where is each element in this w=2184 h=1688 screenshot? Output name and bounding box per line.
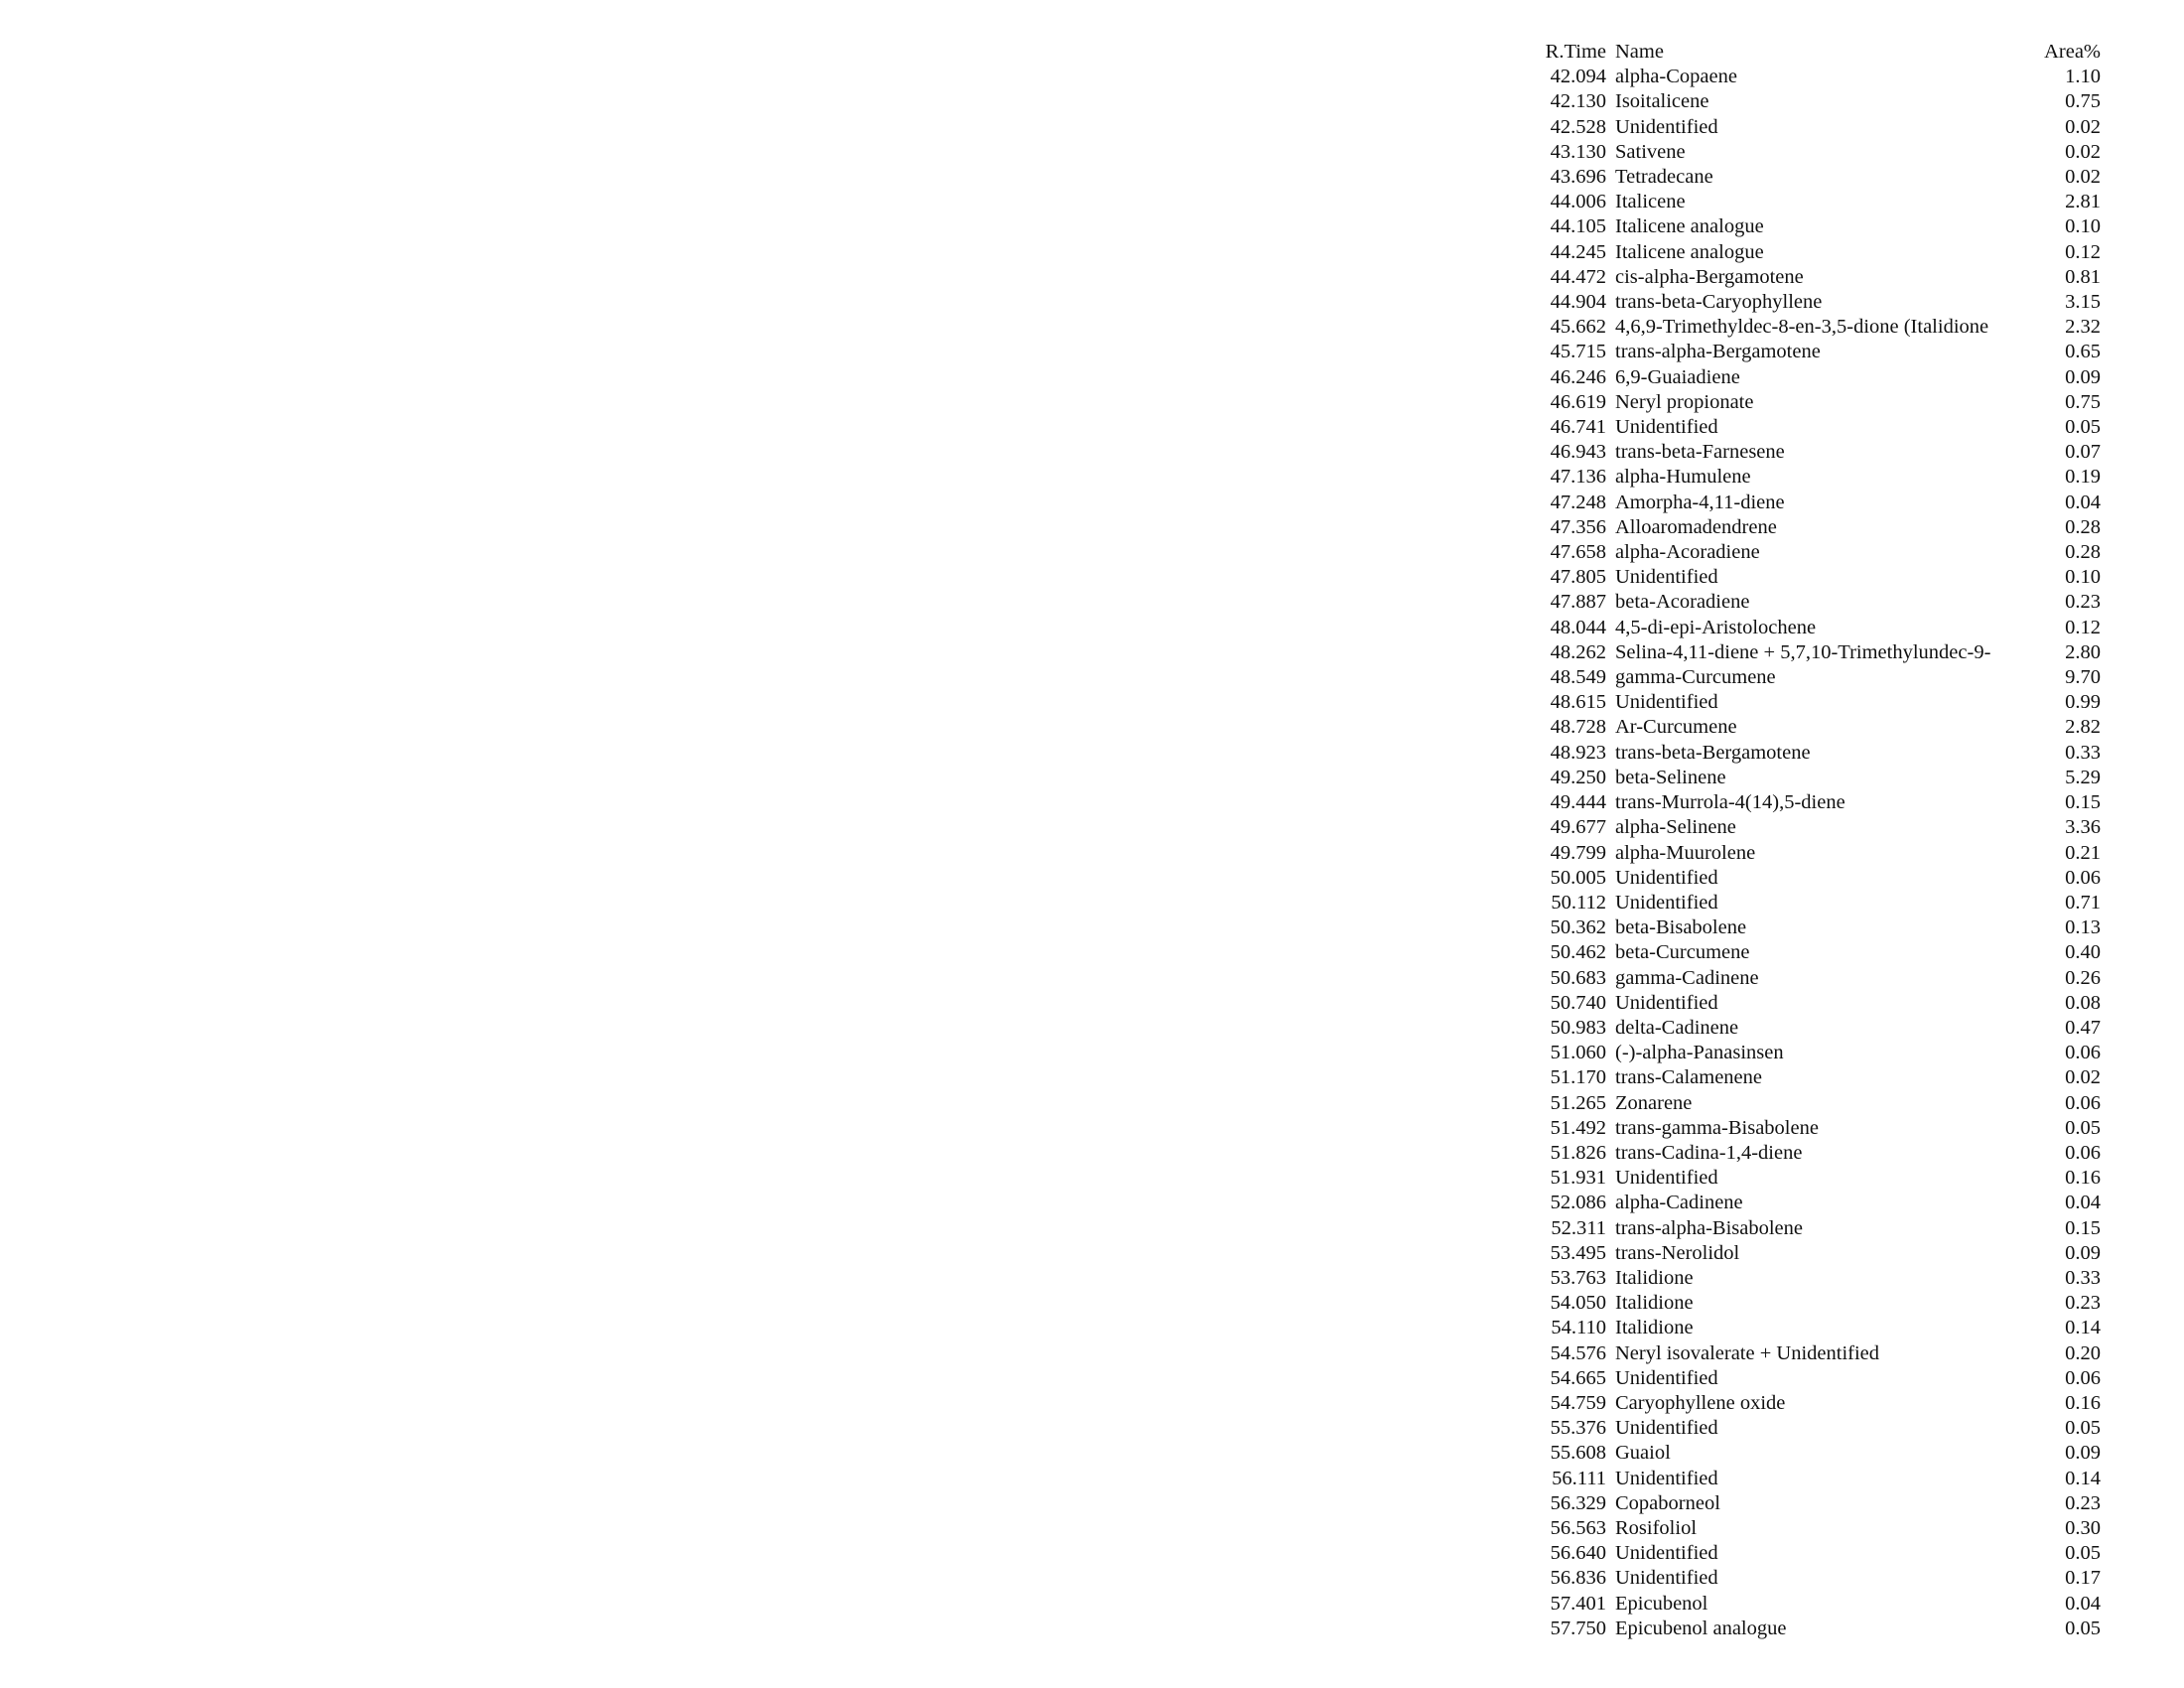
area-percent-cell: 0.10: [2065, 215, 2101, 238]
compound-name-cell: 4,5-di-epi-Aristolochene: [1615, 616, 1817, 638]
compound-name-cell: Italicene analogue: [1615, 240, 1764, 263]
area-percent-cell: 0.15: [2065, 1216, 2101, 1239]
retention-time-cell: 44.245: [1550, 240, 1606, 263]
area-percent-cell: 0.06: [2065, 866, 2101, 889]
table-header-row: [1534, 40, 2101, 65]
area-percent-cell: 0.30: [2065, 1516, 2101, 1539]
area-percent-cell: 2.32: [2065, 316, 2101, 339]
table-row: [1534, 515, 2101, 540]
compound-name-cell: alpha-Humulene: [1615, 466, 1751, 489]
compound-table: [1534, 40, 2101, 1641]
area-percent-cell: 0.15: [2065, 791, 2101, 814]
table-row: [1534, 340, 2101, 364]
compound-name-cell: alpha-Muurolene: [1615, 841, 1756, 864]
area-percent-cell: 0.71: [2065, 891, 2101, 914]
retention-time-cell: 49.799: [1550, 841, 1606, 864]
retention-time-cell: 48.262: [1550, 640, 1606, 663]
retention-time-cell: 49.250: [1550, 766, 1606, 788]
area-percent-cell: 0.47: [2065, 1016, 2101, 1039]
table-row: [1534, 1191, 2101, 1215]
table-row: [1534, 1566, 2101, 1591]
retention-time-cell: 48.615: [1550, 691, 1606, 714]
retention-time-cell: 43.696: [1550, 166, 1606, 189]
retention-time-cell: 52.311: [1551, 1216, 1606, 1239]
area-percent-cell: 0.23: [2065, 591, 2101, 614]
compound-name-cell: Copaborneol: [1615, 1491, 1720, 1514]
area-percent-cell: 0.06: [2065, 1366, 2101, 1389]
compound-name-cell: beta-Bisabolene: [1615, 916, 1747, 939]
compound-name-cell: Alloaromadendrene: [1615, 515, 1777, 538]
retention-time-cell: 44.105: [1550, 215, 1606, 238]
retention-time-cell: 45.662: [1550, 316, 1606, 339]
area-percent-cell: 0.16: [2065, 1391, 2101, 1414]
area-percent-cell: 0.75: [2065, 90, 2101, 113]
retention-time-cell: 55.376: [1550, 1417, 1606, 1440]
compound-name-cell: trans-Nerolidol: [1615, 1241, 1740, 1264]
table-row: [1534, 491, 2101, 515]
table-body: [1534, 65, 2101, 1641]
compound-name-cell: Zonarene: [1615, 1091, 1693, 1114]
retention-time-cell: 42.130: [1550, 90, 1606, 113]
retention-time-cell: 47.887: [1550, 591, 1606, 614]
area-percent-cell: 0.09: [2065, 1442, 2101, 1465]
area-percent-cell: 0.14: [2065, 1317, 2101, 1339]
compound-name-cell: Italicene: [1615, 191, 1686, 213]
table-row: [1534, 741, 2101, 766]
area-percent-cell: 0.02: [2065, 166, 2101, 189]
compound-name-cell: Unidentified: [1615, 691, 1718, 714]
compound-name-cell: delta-Cadinene: [1615, 1016, 1739, 1039]
retention-time-cell: 50.362: [1550, 916, 1606, 939]
table-row: [1534, 1592, 2101, 1617]
compound-name-cell: beta-Selinene: [1615, 766, 1726, 788]
retention-time-cell: 49.444: [1550, 791, 1606, 814]
retention-time-cell: 50.983: [1550, 1016, 1606, 1039]
retention-time-cell: 56.640: [1550, 1542, 1606, 1565]
compound-name-cell: trans-Calamenene: [1615, 1066, 1762, 1089]
table-row: [1534, 991, 2101, 1016]
area-percent-cell: 0.40: [2065, 941, 2101, 964]
retention-time-cell: 44.904: [1550, 291, 1606, 314]
area-percent-cell: 0.14: [2065, 1467, 2101, 1489]
compound-name-cell: trans-beta-Caryophyllene: [1615, 291, 1823, 314]
retention-time-cell: 46.619: [1550, 390, 1606, 413]
compound-name-cell: Unidentified: [1615, 1167, 1718, 1190]
area-percent-cell: 0.28: [2065, 515, 2101, 538]
compound-name-cell: trans-Murrola-4(14),5-diene: [1615, 791, 1845, 814]
table-row: [1534, 1291, 2101, 1316]
compound-name-cell: Selina-4,11-diene + 5,7,10-Trimethylundec-9-: [1615, 640, 1991, 663]
table-row: [1534, 265, 2101, 290]
area-percent-cell: 0.02: [2065, 140, 2101, 163]
retention-time-cell: 47.805: [1550, 566, 1606, 589]
retention-time-cell: 54.110: [1551, 1317, 1606, 1339]
area-percent-cell: 0.33: [2065, 741, 2101, 764]
compound-name-cell: (-)-alpha-Panasinsen: [1615, 1042, 1784, 1064]
table-row: [1534, 540, 2101, 565]
compound-name-cell: Unidentified: [1615, 866, 1718, 889]
header-retention-time: R.Time: [1545, 41, 1606, 63]
area-percent-cell: 0.05: [2065, 1617, 2101, 1639]
table-row: [1534, 1065, 2101, 1090]
table-row: [1534, 1391, 2101, 1416]
table-row: [1534, 190, 2101, 214]
table-row: [1534, 690, 2101, 715]
compound-name-cell: Epicubenol analogue: [1615, 1617, 1787, 1639]
retention-time-cell: 45.715: [1550, 341, 1606, 363]
retention-time-cell: 56.329: [1550, 1491, 1606, 1514]
area-percent-cell: 3.36: [2065, 816, 2101, 839]
area-percent-cell: 5.29: [2065, 766, 2101, 788]
area-percent-cell: 0.02: [2065, 1066, 2101, 1089]
table-row: [1534, 841, 2101, 866]
retention-time-cell: 48.923: [1550, 741, 1606, 764]
table-row: [1534, 1116, 2101, 1141]
compound-name-cell: Unidentified: [1615, 1366, 1718, 1389]
retention-time-cell: 50.112: [1551, 891, 1606, 914]
area-percent-cell: 0.04: [2065, 1592, 2101, 1615]
compound-name-cell: gamma-Curcumene: [1615, 666, 1776, 689]
retention-time-cell: 54.050: [1550, 1292, 1606, 1315]
table-row: [1534, 1366, 2101, 1391]
table-row: [1534, 89, 2101, 114]
retention-time-cell: 56.111: [1552, 1467, 1606, 1489]
table-row: [1534, 365, 2101, 390]
retention-time-cell: 48.549: [1550, 666, 1606, 689]
area-percent-cell: 0.81: [2065, 265, 2101, 288]
compound-name-cell: 4,6,9-Trimethyldec-8-en-3,5-dione (Italidione: [1615, 316, 1989, 339]
table-row: [1534, 1216, 2101, 1241]
area-percent-cell: 0.12: [2065, 616, 2101, 638]
table-row: [1534, 1016, 2101, 1041]
retention-time-cell: 56.563: [1550, 1516, 1606, 1539]
table-row: [1534, 815, 2101, 840]
compound-name-cell: Tetradecane: [1615, 166, 1713, 189]
area-percent-cell: 0.08: [2065, 991, 2101, 1014]
retention-time-cell: 50.683: [1550, 966, 1606, 989]
table-row: [1534, 1091, 2101, 1116]
table-row: [1534, 415, 2101, 440]
table-row: [1534, 315, 2101, 340]
retention-time-cell: 47.658: [1550, 541, 1606, 564]
area-percent-cell: 0.06: [2065, 1042, 2101, 1064]
retention-time-cell: 46.943: [1550, 441, 1606, 464]
compound-name-cell: Amorpha-4,11-diene: [1615, 491, 1785, 513]
table-row: [1534, 1316, 2101, 1340]
retention-time-cell: 50.005: [1550, 866, 1606, 889]
header-area-percent: Area%: [2044, 41, 2101, 63]
table-row: [1534, 966, 2101, 991]
compound-name-cell: alpha-Acoradiene: [1615, 541, 1760, 564]
retention-time-cell: 51.265: [1550, 1091, 1606, 1114]
area-percent-cell: 0.28: [2065, 541, 2101, 564]
compound-name-cell: Unidentified: [1615, 115, 1718, 138]
retention-time-cell: 57.750: [1550, 1617, 1606, 1639]
area-percent-cell: 0.07: [2065, 441, 2101, 464]
retention-time-cell: 48.728: [1550, 716, 1606, 739]
compound-name-cell: Unidentified: [1615, 1567, 1718, 1590]
area-percent-cell: 0.16: [2065, 1167, 2101, 1190]
table-row: [1534, 140, 2101, 165]
retention-time-cell: 51.060: [1550, 1042, 1606, 1064]
table-row: [1534, 1416, 2101, 1441]
retention-time-cell: 56.836: [1550, 1567, 1606, 1590]
area-percent-cell: 0.21: [2065, 841, 2101, 864]
retention-time-cell: 54.759: [1550, 1391, 1606, 1414]
table-row: [1534, 1491, 2101, 1516]
area-percent-cell: 0.09: [2065, 365, 2101, 388]
retention-time-cell: 54.665: [1550, 1366, 1606, 1389]
area-percent-cell: 0.12: [2065, 240, 2101, 263]
retention-time-cell: 51.492: [1550, 1116, 1606, 1139]
retention-time-cell: 42.528: [1550, 115, 1606, 138]
table-row: [1534, 1341, 2101, 1366]
compound-name-cell: Unidentified: [1615, 891, 1718, 914]
retention-time-cell: 51.170: [1550, 1066, 1606, 1089]
compound-name-cell: alpha-Selinene: [1615, 816, 1736, 839]
table-row: [1534, 866, 2101, 891]
table-row: [1534, 165, 2101, 190]
retention-time-cell: 54.576: [1550, 1341, 1606, 1364]
compound-name-cell: Ar-Curcumene: [1615, 716, 1737, 739]
compound-name-cell: Unidentified: [1615, 1467, 1718, 1489]
area-percent-cell: 0.99: [2065, 691, 2101, 714]
compound-name-cell: 6,9-Guaiadiene: [1615, 365, 1740, 388]
area-percent-cell: 3.15: [2065, 291, 2101, 314]
area-percent-cell: 0.33: [2065, 1266, 2101, 1289]
area-percent-cell: 2.80: [2065, 640, 2101, 663]
compound-name-cell: alpha-Cadinene: [1615, 1192, 1743, 1214]
table-row: [1534, 915, 2101, 940]
table-row: [1534, 1617, 2101, 1641]
compound-name-cell: Unidentified: [1615, 1542, 1718, 1565]
compound-name-cell: Guaiol: [1615, 1442, 1671, 1465]
area-percent-cell: 0.23: [2065, 1491, 2101, 1514]
area-percent-cell: 0.17: [2065, 1567, 2101, 1590]
table-row: [1534, 565, 2101, 590]
table-row: [1534, 1141, 2101, 1166]
table-row: [1534, 665, 2101, 690]
table-row: [1534, 1516, 2101, 1541]
retention-time-cell: 44.472: [1550, 265, 1606, 288]
retention-time-cell: 57.401: [1550, 1592, 1606, 1615]
compound-name-cell: trans-gamma-Bisabolene: [1615, 1116, 1819, 1139]
table-row: [1534, 891, 2101, 915]
table-row: [1534, 616, 2101, 640]
area-percent-cell: 0.26: [2065, 966, 2101, 989]
header-compound-name: Name: [1615, 41, 1664, 63]
retention-time-cell: 53.495: [1550, 1241, 1606, 1264]
table-row: [1534, 590, 2101, 615]
retention-time-cell: 51.931: [1550, 1167, 1606, 1190]
table-row: [1534, 640, 2101, 665]
table-row: [1534, 1241, 2101, 1266]
table-row: [1534, 1041, 2101, 1065]
area-percent-cell: 0.06: [2065, 1091, 2101, 1114]
compound-name-cell: trans-alpha-Bisabolene: [1615, 1216, 1803, 1239]
compound-name-cell: Rosifoliol: [1615, 1516, 1698, 1539]
table-row: [1534, 65, 2101, 89]
retention-time-cell: 51.826: [1550, 1141, 1606, 1164]
area-percent-cell: 0.10: [2065, 566, 2101, 589]
area-percent-cell: 0.65: [2065, 341, 2101, 363]
compound-name-cell: cis-alpha-Bergamotene: [1615, 265, 1804, 288]
retention-time-cell: 47.356: [1550, 515, 1606, 538]
retention-time-cell: 43.130: [1550, 140, 1606, 163]
retention-time-cell: 53.763: [1550, 1266, 1606, 1289]
table-row: [1534, 440, 2101, 465]
compound-name-cell: Unidentified: [1615, 1417, 1718, 1440]
compound-name-cell: Isoitalicene: [1615, 90, 1709, 113]
table-row: [1534, 940, 2101, 965]
table-row: [1534, 214, 2101, 239]
retention-time-cell: 50.740: [1550, 991, 1606, 1014]
compound-name-cell: beta-Acoradiene: [1615, 591, 1750, 614]
retention-time-cell: 46.741: [1550, 416, 1606, 439]
area-percent-cell: 0.04: [2065, 491, 2101, 513]
area-percent-cell: 9.70: [2065, 666, 2101, 689]
area-percent-cell: 0.23: [2065, 1292, 2101, 1315]
retention-time-cell: 50.462: [1550, 941, 1606, 964]
table-row: [1534, 240, 2101, 265]
area-percent-cell: 0.75: [2065, 390, 2101, 413]
compound-name-cell: Neryl propionate: [1615, 390, 1754, 413]
retention-time-cell: 47.248: [1550, 491, 1606, 513]
table-row: [1534, 115, 2101, 140]
compound-name-cell: alpha-Copaene: [1615, 66, 1737, 88]
table-row: [1534, 1441, 2101, 1466]
retention-time-cell: 44.006: [1550, 191, 1606, 213]
compound-name-cell: trans-alpha-Bergamotene: [1615, 341, 1821, 363]
table-row: [1534, 1541, 2101, 1566]
area-percent-cell: 0.05: [2065, 1116, 2101, 1139]
compound-name-cell: Italidione: [1615, 1266, 1694, 1289]
area-percent-cell: 0.19: [2065, 466, 2101, 489]
retention-time-cell: 55.608: [1550, 1442, 1606, 1465]
compound-name-cell: Unidentified: [1615, 416, 1718, 439]
table-row: [1534, 465, 2101, 490]
compound-name-cell: beta-Curcumene: [1615, 941, 1750, 964]
area-percent-cell: 0.05: [2065, 1542, 2101, 1565]
area-percent-cell: 0.06: [2065, 1141, 2101, 1164]
retention-time-cell: 49.677: [1550, 816, 1606, 839]
table-row: [1534, 290, 2101, 315]
table-row: [1534, 1266, 2101, 1291]
retention-time-cell: 52.086: [1550, 1192, 1606, 1214]
compound-name-cell: Unidentified: [1615, 566, 1718, 589]
compound-name-cell: Italicene analogue: [1615, 215, 1764, 238]
area-percent-cell: 0.13: [2065, 916, 2101, 939]
compound-name-cell: Italidione: [1615, 1317, 1694, 1339]
compound-name-cell: trans-beta-Bergamotene: [1615, 741, 1811, 764]
compound-name-cell: Italidione: [1615, 1292, 1694, 1315]
table-row: [1534, 390, 2101, 415]
table-row: [1534, 1166, 2101, 1191]
area-percent-cell: 0.05: [2065, 1417, 2101, 1440]
compound-name-cell: Unidentified: [1615, 991, 1718, 1014]
table-row: [1534, 766, 2101, 790]
retention-time-cell: 48.044: [1550, 616, 1606, 638]
compound-name-cell: Epicubenol: [1615, 1592, 1708, 1615]
compound-name-cell: Sativene: [1615, 140, 1686, 163]
area-percent-cell: 2.82: [2065, 716, 2101, 739]
area-percent-cell: 0.02: [2065, 115, 2101, 138]
retention-time-cell: 46.246: [1550, 365, 1606, 388]
table-row: [1534, 1467, 2101, 1491]
area-percent-cell: 0.04: [2065, 1192, 2101, 1214]
compound-name-cell: Caryophyllene oxide: [1615, 1391, 1786, 1414]
compound-name-cell: Neryl isovalerate + Unidentified: [1615, 1341, 1880, 1364]
area-percent-cell: 0.20: [2065, 1341, 2101, 1364]
table-row: [1534, 715, 2101, 740]
area-percent-cell: 1.10: [2065, 66, 2101, 88]
retention-time-cell: 42.094: [1550, 66, 1606, 88]
table-row: [1534, 790, 2101, 815]
compound-name-cell: trans-Cadina-1,4-diene: [1615, 1141, 1803, 1164]
area-percent-cell: 2.81: [2065, 191, 2101, 213]
area-percent-cell: 0.09: [2065, 1241, 2101, 1264]
compound-name-cell: gamma-Cadinene: [1615, 966, 1759, 989]
compound-name-cell: trans-beta-Farnesene: [1615, 441, 1785, 464]
area-percent-cell: 0.05: [2065, 416, 2101, 439]
retention-time-cell: 47.136: [1550, 466, 1606, 489]
